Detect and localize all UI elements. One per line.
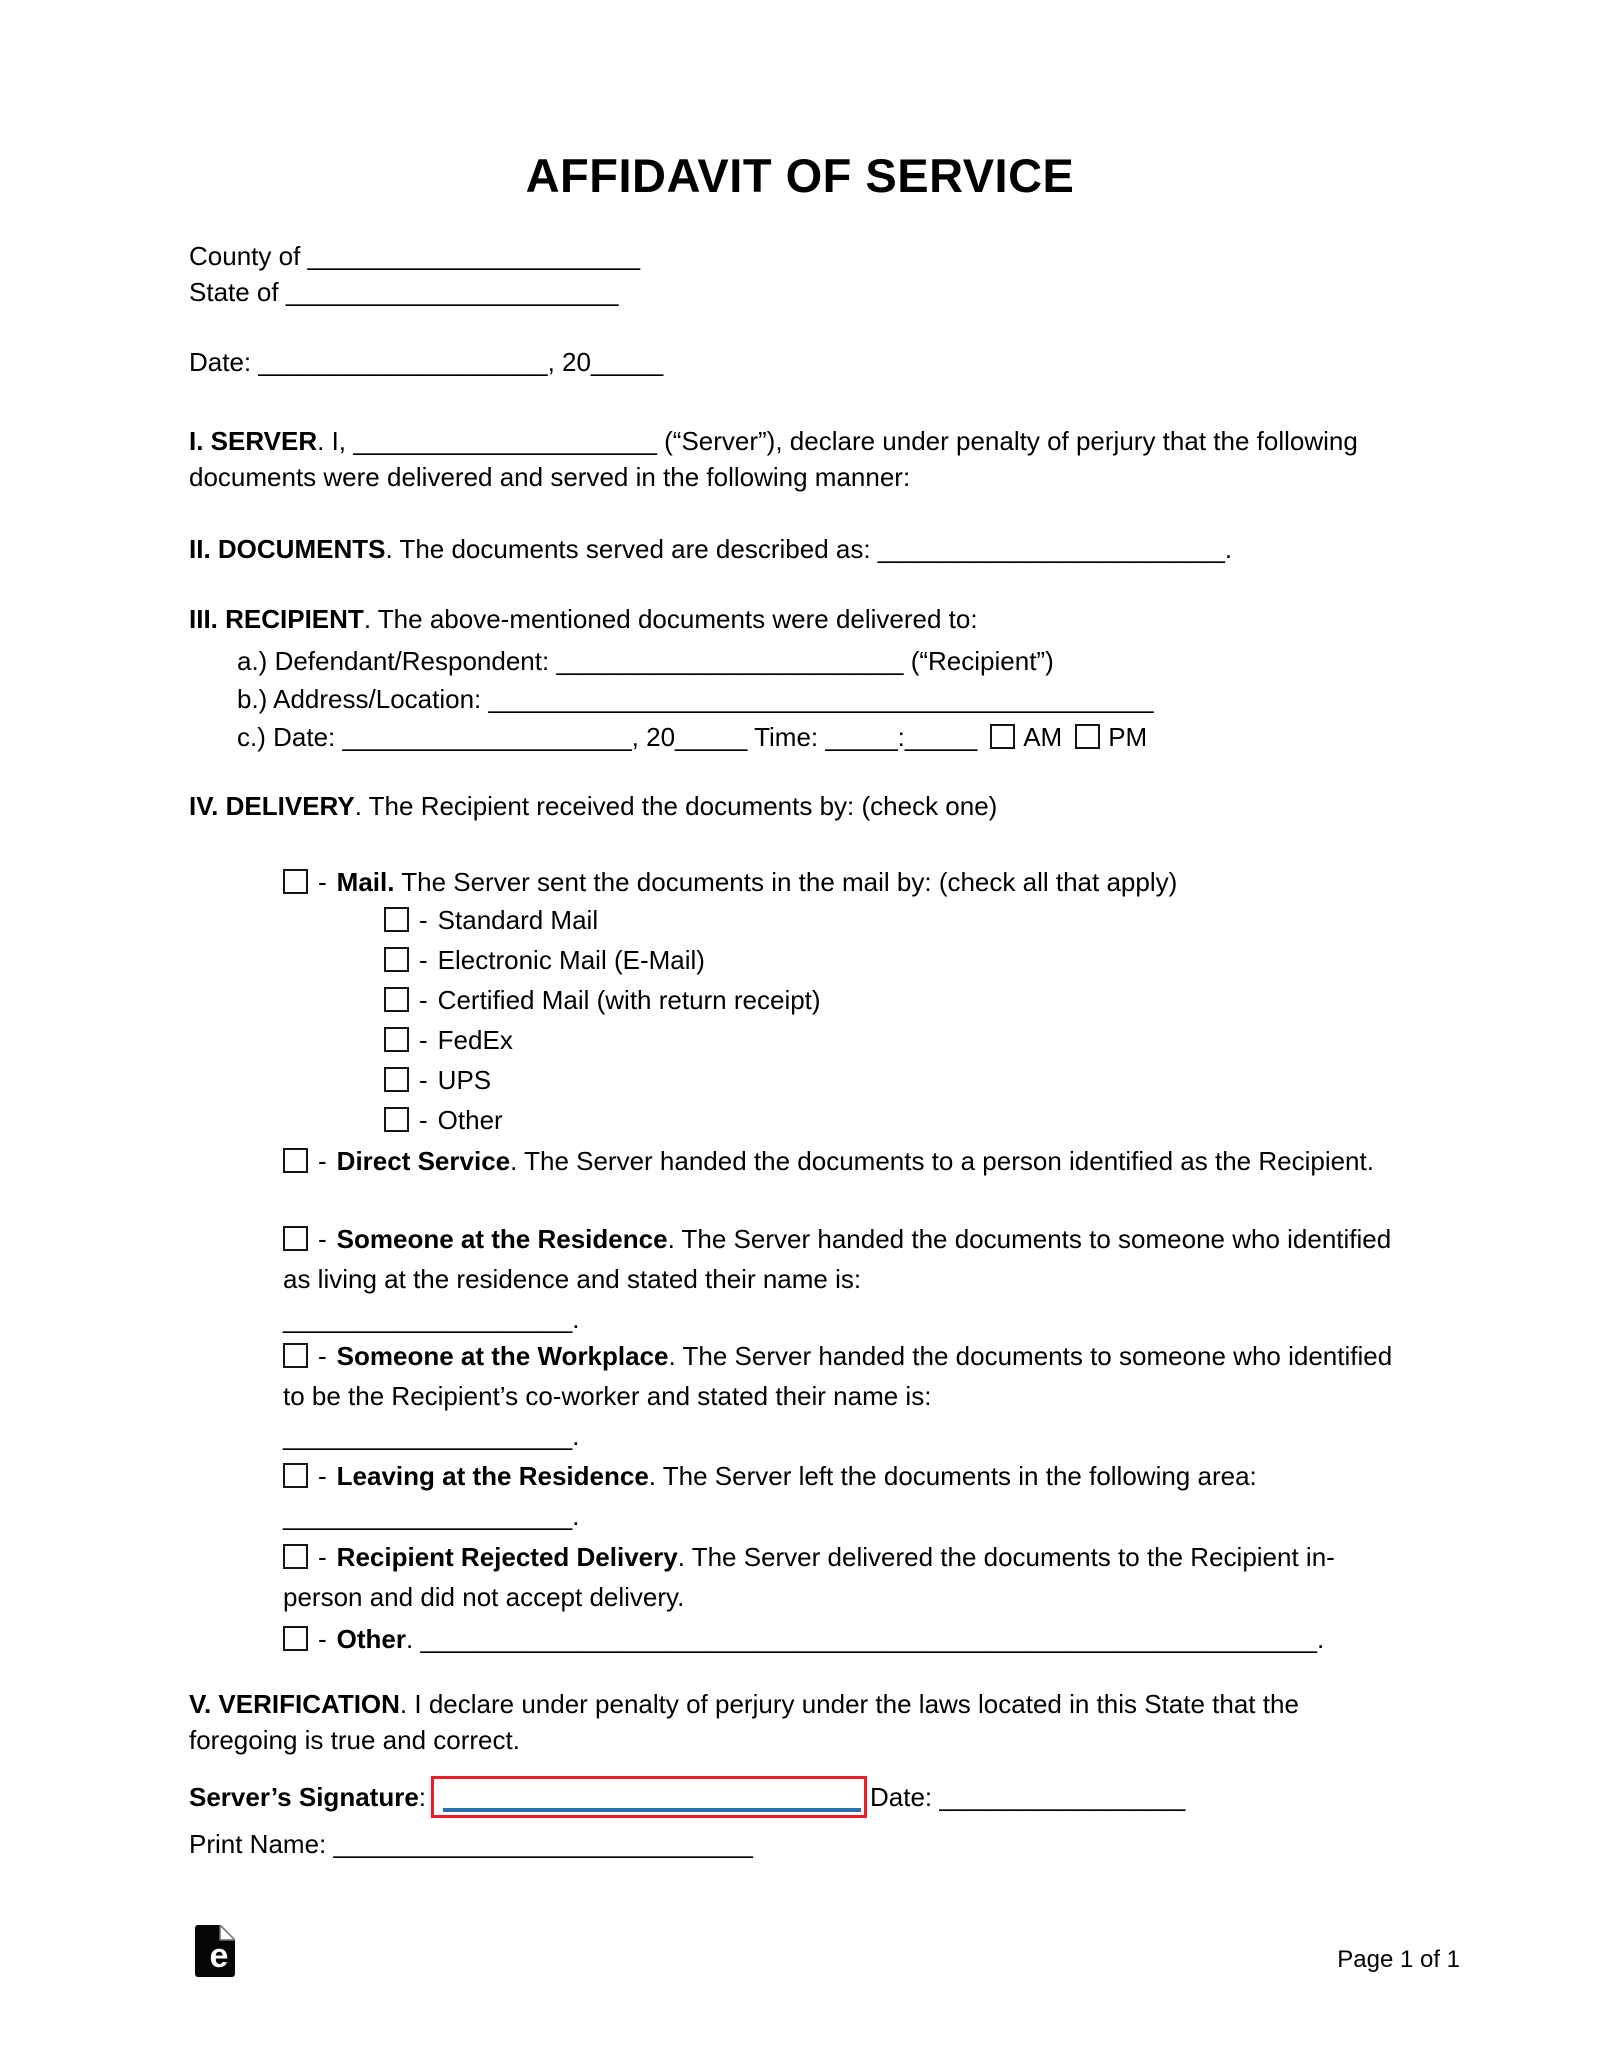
option-dash: - xyxy=(419,985,428,1015)
mail-option-row xyxy=(384,1100,1414,1140)
option-dash: - xyxy=(318,1224,327,1254)
mail-option-row xyxy=(384,900,1414,940)
standard-mail-label: Standard Mail xyxy=(437,905,599,935)
ups-checkbox[interactable] xyxy=(384,1067,409,1092)
someone-workplace-checkbox[interactable] xyxy=(283,1343,308,1368)
someone-workplace-text: . The Server handed the documents to someone who identified to be the Recipient’s co-worker and stated their name is: xyxy=(283,1341,1393,1411)
option-dash: - xyxy=(419,1025,428,1055)
mail-option-row xyxy=(384,1020,1414,1060)
section-recipient-text: . The above-mentioned documents were delivered to: xyxy=(363,604,978,634)
delivery-option-mail xyxy=(283,864,1412,900)
certified-mail-label: Certified Mail (with return receipt) xyxy=(437,985,821,1015)
someone-residence-label: Someone at the Residence xyxy=(336,1224,668,1254)
mail-text: The Server sent the documents in the mail by: (check all that apply) xyxy=(394,867,1178,897)
recipient-item-datetime-text: c.) Date: ____________________, 20_____ Time: _____:_____ xyxy=(237,722,978,752)
server-signature-colon: : xyxy=(418,1782,427,1812)
section-documents-text: . The documents served are described as: ________________________. xyxy=(385,534,1233,564)
other-delivery-checkbox[interactable] xyxy=(283,1626,308,1651)
mail-option-row xyxy=(384,940,1414,980)
leaving-residence-checkbox[interactable] xyxy=(283,1463,308,1488)
page-number-label: Page 1 of 1 xyxy=(1337,1946,1460,1973)
section-recipient xyxy=(189,601,1412,637)
option-dash: - xyxy=(318,1542,327,1572)
section-verification-text: . I declare under penalty of perjury under the laws located in this State that the foregoing is true and correct. xyxy=(189,1689,1299,1755)
name-blank-line: ____________________. xyxy=(283,1421,580,1451)
direct-service-label: Direct Service xyxy=(336,1146,511,1176)
am-checkbox[interactable] xyxy=(990,724,1015,749)
recipient-items xyxy=(237,642,1417,756)
direct-service-checkbox[interactable] xyxy=(283,1148,308,1173)
date-line: Date: ____________________, 20_____ xyxy=(189,347,664,377)
fedex-label: FedEx xyxy=(437,1025,513,1055)
signature-field[interactable] xyxy=(431,1776,867,1818)
eforms-logo-letter: e xyxy=(209,1937,229,1975)
recipient-item-datetime xyxy=(237,718,1417,756)
option-dash: - xyxy=(318,1624,327,1654)
section-delivery xyxy=(189,788,1412,824)
option-dash: - xyxy=(318,1146,327,1176)
standard-mail-checkbox[interactable] xyxy=(384,907,409,932)
section-verification xyxy=(189,1686,1399,1758)
mail-option-row xyxy=(384,980,1414,1020)
option-dash: - xyxy=(419,1065,428,1095)
county-line: County of _______________________ xyxy=(189,241,641,271)
mail-label: Mail. xyxy=(336,867,395,897)
section-server-text: . I, _____________________ (“Server”), declare under penalty of perjury that the following documents were delivered and served in the following manner: xyxy=(189,426,1358,492)
signature-date-line: Date: _________________ xyxy=(870,1782,1186,1812)
rejected-delivery-text: . The Server delivered the documents to the Recipient in-person and did not accept delivery. xyxy=(283,1542,1335,1612)
section-server xyxy=(189,423,1412,495)
server-signature-label: Server’s Signature xyxy=(189,1782,419,1812)
mail-checkbox[interactable] xyxy=(283,869,308,894)
section-documents xyxy=(189,531,1449,567)
state-line: State of _______________________ xyxy=(189,277,619,307)
name-blank-line: ____________________. xyxy=(283,1304,580,1334)
signature-row xyxy=(189,1776,1185,1818)
pm-label: PM xyxy=(1108,722,1148,752)
pm-checkbox[interactable] xyxy=(1075,724,1100,749)
page-title: AFFIDAVIT OF SERVICE xyxy=(525,149,1075,202)
ups-label: UPS xyxy=(437,1065,492,1095)
leaving-residence-label: Leaving at the Residence xyxy=(336,1461,649,1491)
section-delivery-label: IV. DELIVERY xyxy=(189,791,355,821)
rejected-delivery-label: Recipient Rejected Delivery xyxy=(336,1542,678,1572)
option-dash: - xyxy=(318,1341,327,1371)
delivery-option-rejected xyxy=(283,1537,1403,1617)
option-dash: - xyxy=(318,1461,327,1491)
am-label: AM xyxy=(1023,722,1063,752)
other-mail-label: Other xyxy=(437,1105,503,1135)
section-recipient-label: III. RECIPIENT xyxy=(189,604,364,634)
eforms-logo xyxy=(195,1925,235,1977)
delivery-option-direct-service xyxy=(283,1141,1403,1181)
section-verification-label: V. VERIFICATION xyxy=(189,1689,400,1719)
delivery-option-someone-workplace xyxy=(283,1336,1403,1456)
someone-workplace-label: Someone at the Workplace xyxy=(336,1341,669,1371)
delivery-option-other xyxy=(283,1619,1412,1659)
recipient-item-defendant: a.) Defendant/Respondent: ________________________ (“Recipient”) xyxy=(237,646,1054,676)
section-server-label: I. SERVER xyxy=(189,426,318,456)
mail-dash: - xyxy=(318,867,327,897)
option-dash: - xyxy=(419,945,428,975)
other-delivery-text: . ______________________________________________________________. xyxy=(406,1624,1325,1654)
delivery-option-leaving-residence xyxy=(283,1456,1403,1536)
section-delivery-text: . The Recipient received the documents by: (check one) xyxy=(354,791,998,821)
print-name-line: Print Name: _____________________________ xyxy=(189,1829,753,1859)
electronic-mail-label: Electronic Mail (E-Mail) xyxy=(437,945,705,975)
fedex-checkbox[interactable] xyxy=(384,1027,409,1052)
electronic-mail-checkbox[interactable] xyxy=(384,947,409,972)
rejected-delivery-checkbox[interactable] xyxy=(283,1544,308,1569)
recipient-item-address: b.) Address/Location: ______________________________________________ xyxy=(237,684,1154,714)
leaving-residence-text: . The Server left the documents in the following area: ____________________. xyxy=(283,1461,1257,1531)
other-delivery-label: Other xyxy=(336,1624,407,1654)
option-dash: - xyxy=(419,1105,428,1135)
option-dash: - xyxy=(419,905,428,935)
direct-service-text: . The Server handed the documents to a person identified as the Recipient. xyxy=(510,1146,1374,1176)
certified-mail-checkbox[interactable] xyxy=(384,987,409,1012)
section-documents-label: II. DOCUMENTS xyxy=(189,534,386,564)
eforms-logo-icon xyxy=(195,1925,235,1977)
other-mail-checkbox[interactable] xyxy=(384,1107,409,1132)
delivery-option-someone-residence xyxy=(283,1219,1403,1339)
someone-residence-checkbox[interactable] xyxy=(283,1226,308,1251)
mail-option-row xyxy=(384,1060,1414,1100)
someone-residence-text: . The Server handed the documents to someone who identified as living at the residence and stated their name is: xyxy=(283,1224,1392,1294)
mail-options-list xyxy=(384,900,1414,1140)
